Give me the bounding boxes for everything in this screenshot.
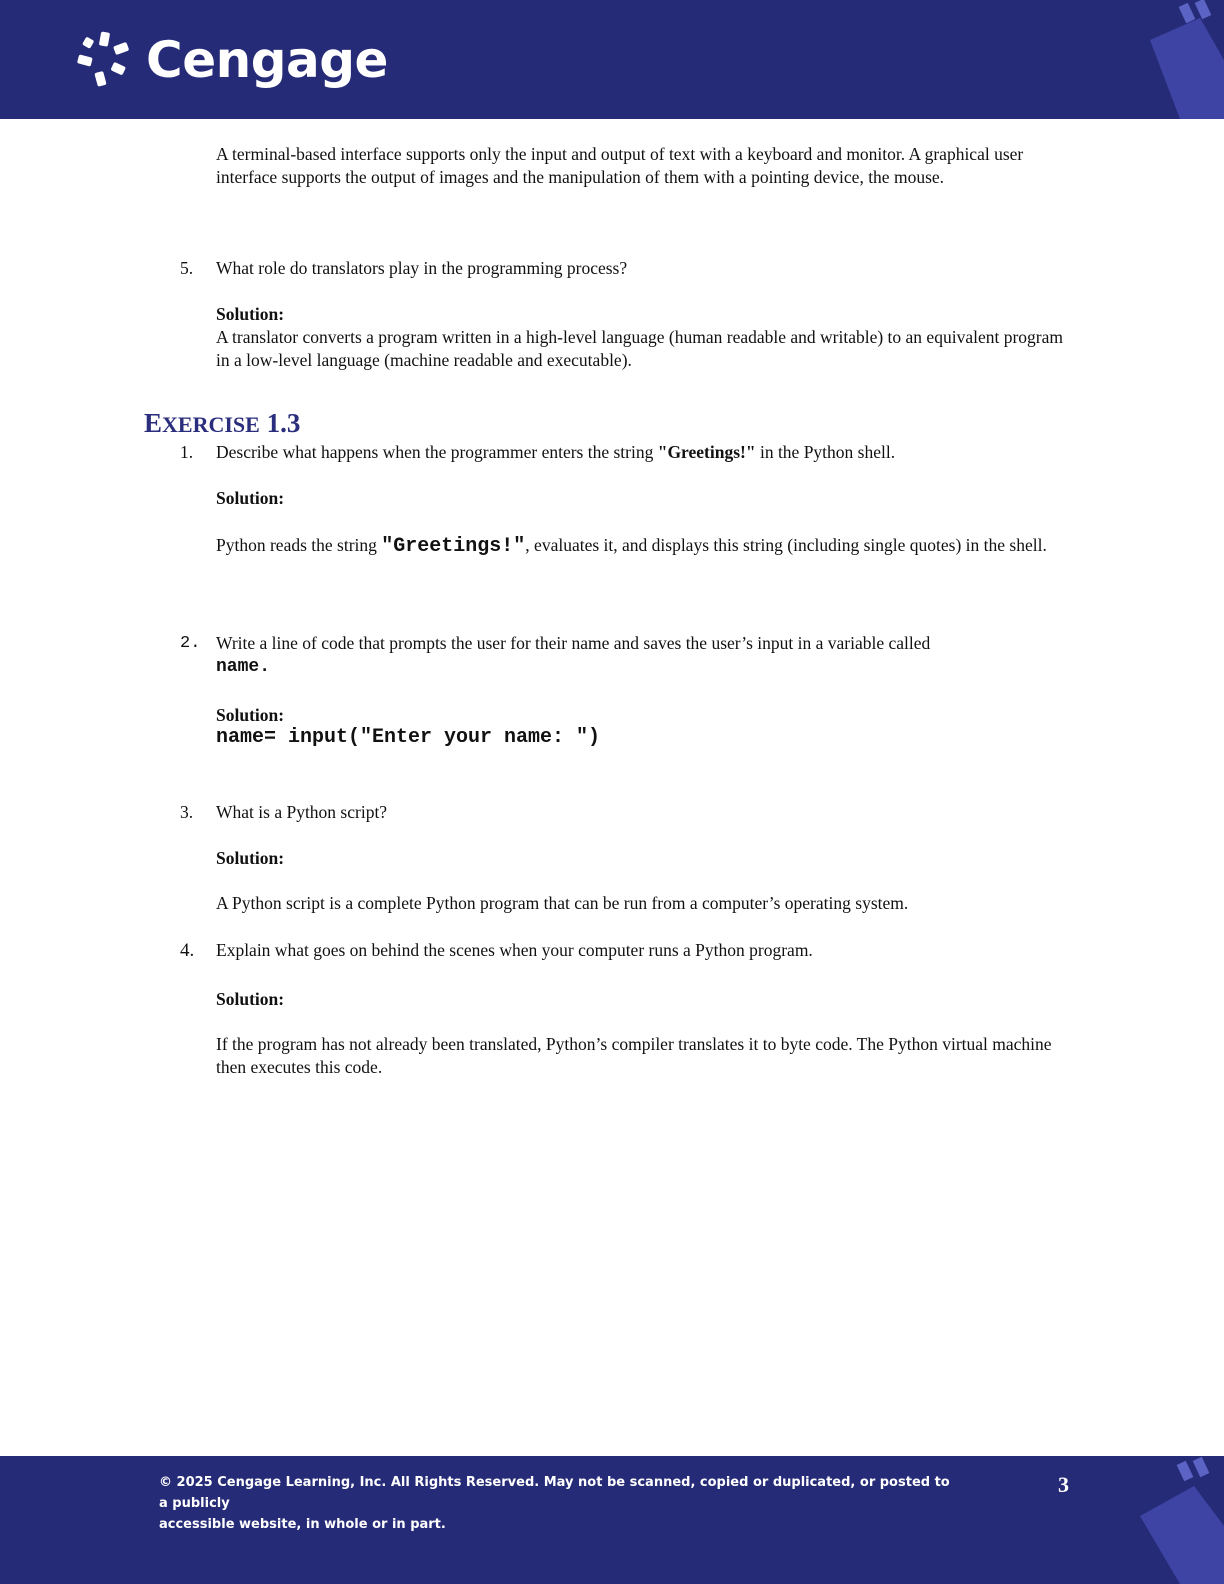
exercise-q1-solution-after: , evaluates it, and displays this string (including single quotes) in the shell.	[525, 535, 1047, 555]
brand-name: Cengage	[146, 31, 388, 89]
page-number: 3	[1058, 1472, 1069, 1497]
exercise-q1-solution-before: Python reads the string	[216, 535, 382, 555]
exercise-title-rest: XERCISE	[162, 412, 260, 437]
exercise-q3-number: 3.	[180, 802, 194, 822]
exercise-q2-solution-label: Solution:	[216, 705, 285, 725]
question-5-solution-text: A translator converts a program written in a high-level language (human readable and writable) to an equivalent program in a low-level language (machine readable and executable).	[216, 327, 1063, 370]
page-header	[0, 0, 1224, 119]
exercise-number: 1.3	[266, 408, 301, 438]
corner-decoration-top	[1140, 0, 1224, 119]
exercise-q4-solution-label: Solution:	[216, 989, 285, 1009]
exercise-q2-variable-name: name.	[216, 657, 271, 677]
copyright-line-1: © 2025 Cengage Learning, Inc. All Rights Reserved. May not be scanned, copied or duplicated, or posted to a publicly	[159, 1475, 950, 1511]
exercise-q4-solution-text: If the program has not already been translated, Python’s compiler translates it to byte code. The Python virtual machine then executes this code.	[216, 1034, 1052, 1077]
intro-answer: A terminal-based interface supports only the input and output of text with a keyboard and monitor. A graphical user interface supports the output of images and the manipulation of them with a pointing device, the mouse.	[216, 144, 1024, 187]
question-5-text: What role do translators play in the programming process?	[216, 258, 628, 278]
exercise-q1-solution	[216, 534, 1076, 558]
exercise-q2-text: Write a line of code that prompts the user for their name and saves the user’s input in a variable called	[216, 633, 931, 653]
exercise-q2-number: 2.	[180, 634, 201, 653]
cengage-burst-icon	[74, 30, 134, 90]
exercise-q3-text: What is a Python script?	[216, 802, 388, 822]
exercise-q3-solution-text: A Python script is a complete Python program that can be run from a computer’s operating system.	[216, 893, 909, 913]
question-5-solution-label: Solution:	[216, 304, 285, 324]
exercise-title-initial: E	[144, 408, 163, 438]
exercise-q2-solution-code: name= input("Enter your name: ")	[216, 726, 601, 749]
exercise-heading	[144, 408, 300, 439]
exercise-q1-text-before: Describe what happens when the programmer enters the string	[216, 442, 658, 462]
corner-decoration-bottom	[1130, 1456, 1224, 1584]
copyright-notice	[159, 1472, 959, 1535]
exercise-q1-text-after: in the Python shell.	[755, 442, 896, 462]
cengage-logo	[74, 30, 388, 90]
exercise-q3-solution-label: Solution:	[216, 848, 285, 868]
exercise-q1-number: 1.	[180, 442, 194, 462]
exercise-q1-solution-code: "Greetings!"	[381, 535, 526, 558]
exercise-q1-solution-label: Solution:	[216, 488, 285, 508]
copyright-line-2: accessible website, in whole or in part.	[159, 1517, 446, 1532]
exercise-q1-text	[216, 441, 1076, 464]
exercise-q4-number: 4.	[180, 940, 195, 961]
exercise-q1-greeting-string: "Greetings!"	[657, 442, 756, 462]
question-5-number: 5.	[180, 258, 194, 278]
exercise-q4-text: Explain what goes on behind the scenes when your computer runs a Python program.	[216, 940, 813, 960]
